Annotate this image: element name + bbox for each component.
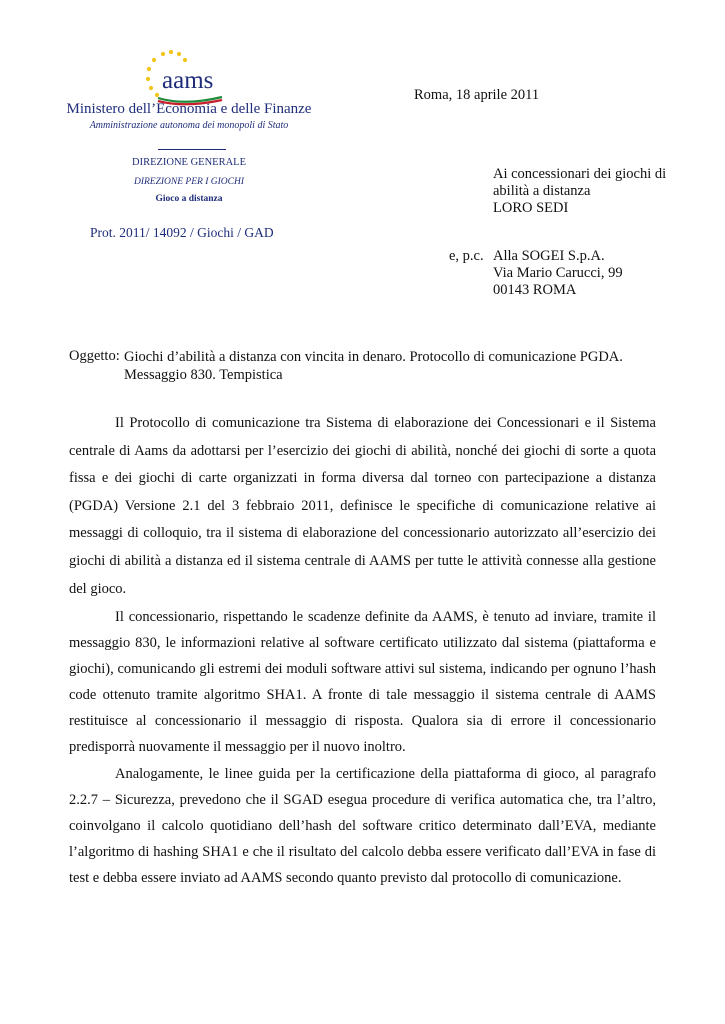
aams-emblem-icon	[140, 48, 230, 106]
header-divider	[158, 149, 226, 150]
recipient-line-2: abilità a distanza	[493, 183, 591, 199]
direction-games: DIREZIONE PER I GIOCHI	[133, 177, 245, 187]
subject-text: Giochi d’abilità a distanza con vincita in denaro. Protocollo di comunicazione PGDA. Messaggio 830. Tempistica	[124, 349, 623, 383]
letter-date: Roma, 18 aprile 2011	[414, 87, 540, 103]
administration-name: Amministrazione autonoma dei monopoli di Stato	[89, 120, 289, 131]
office-name: Gioco a distanza	[155, 194, 223, 204]
cc-line-3: 00143 ROMA	[493, 282, 577, 298]
protocol-number: Prot. 2011/ 14092 / Giochi / GAD	[90, 225, 274, 240]
cc-line-2: Via Mario Carucci, 99	[493, 265, 623, 281]
letter-body	[69, 410, 656, 891]
logo-wordmark: aams	[162, 67, 214, 94]
ministry-name: Ministero dell’Economia e delle Finanze	[66, 101, 312, 117]
body-paragraph-1: Il Protocollo di comunicazione tra Sistema di elaborazione dei Concessionari e il Sistema centrale di Aams da adottarsi per l’esercizio dei giochi di abilità, nonché dei giochi di sorte a quota fissa e dei giochi di carte organizzati in forma diversa dal torneo con partecipazione a distanza (PGDA) Versione 2.1 del 3 febbraio 2011, definisce le specifiche di comunicazione relative ai messaggi di colloquio, tra il sistema di elaborazione del concessionario autorizzato all’esercizio dei giochi di abilità a distanza ed il sistema centrale di AAMS per tutte le attività connesse alla gestione del gioco.	[69, 415, 656, 597]
direction-general: DIREZIONE GENERALE	[131, 157, 247, 168]
recipient-line-3: LORO SEDI	[493, 200, 569, 216]
body-paragraph-3: Analogamente, le linee guida per la certificazione della piattaforma di gioco, al paragrafo 2.2.7 – Sicurezza, prevedono che il SGAD esegua procedure di verifica automatica che, tra l’altro, coinvolgano il calcolo quotidiano dell’hash del software critico determinato dall’EVA, mediante l’algoritmo di hashing SHA1 e che il risultato del calcolo debba essere verificato dall’EVA in fase di test e debba essere inviato ad AAMS secondo quanto previsto dal protocollo di comunicazione.	[69, 766, 656, 887]
recipient-line-1: Ai concessionari dei giochi di	[493, 166, 667, 182]
cc-line-1: Alla SOGEI S.p.A.	[493, 248, 605, 264]
subject-label: Oggetto:	[69, 348, 120, 364]
aams-logo	[140, 48, 230, 106]
cc-prefix: e, p.c.	[449, 248, 484, 264]
body-paragraph-2: Il concessionario, rispettando le scadenze definite da AAMS, è tenuto ad inviare, tramite il messaggio 830, le informazioni relative al software certificato utilizzato dal sistema (piattaforma e giochi), comunicando gli estremi dei moduli software attivi sul sistema, indicando per ognuno l’hash code ottenuto tramite algoritmo SHA1. A fronte di tale messaggio il sistema centrale di AAMS restituisce al concessionario il messaggio di risposta. Qualora sia di errore il concessionario predisporrà nuovamente il messaggio per il nuovo inoltro.	[69, 609, 656, 756]
